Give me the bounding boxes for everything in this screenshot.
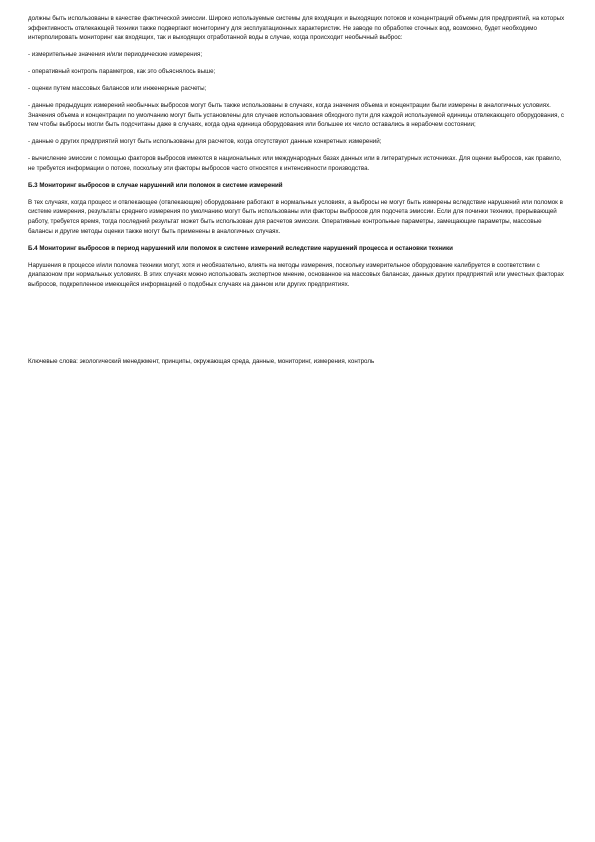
list-item-mass-balance: - оценки путем массовых балансов или инженерные расчеты; xyxy=(28,85,207,93)
list-item-emission-factors: - вычисление эмиссии с помощью факторов выбросов имеются в национальных или международных базах данных или в литературных источниках. Для оценки выбросов, как правило, не требуется информации о потоке, поскольку эти факторы выбросов часто относятся к интенсивности производства. xyxy=(28,155,562,172)
keywords-line: Ключевые слова: экологический менеджмент, принципы, окружающая среда, данные, мониторинг, измерения, контроль xyxy=(28,357,375,365)
section-b4-body: Нарушения в процессе и/или поломка техники могут, хотя и необязательно, влиять на методы измерения, поскольку измерительное оборудование калибруется в соответствии с диапазоном при нормальных условиях. В этих случаях можно использовать экспертное мнение, основанное на массовых балансах, данных других предприятий или уместных факторах выбросов, подкрепленное имеющейся информацией о подобных случаях на данном или других предприятиях. xyxy=(28,261,564,288)
list-item-other-enterprises: - данные о других предприятий могут быть использованы для расчетов, когда отсутствуют данные конкретных измерений; xyxy=(28,138,382,146)
list-item-measurements: - измерительные значения и/или периодические измерения; xyxy=(28,51,203,59)
section-b3-heading: Б.3 Мониторинг выбросов в случае нарушений или поломок в системе измерений xyxy=(28,181,283,189)
section-b3-body: В тех случаях, когда процесс и отвлекающее (отвлекающие) оборудование работают в нормальных условиях, а выбросы не могут быть измерены вследствие нарушений или поломок в системе измерения, результаты среднего измерения по умолчанию могут быть использованы или факторы выбросов для подсчета эмиссии. Если для починки техники, прерывающей работу, требуется время, тогда последний результат может быть использован для расчетов эмиссии. Оперативные контрольные параметры, замещающие параметры, массовые балансы и другие методы оценки также могут быть применены в аналогичных случаях. xyxy=(28,198,563,235)
document-page xyxy=(28,14,568,374)
list-item-operational-control: - оперативный контроль параметров, как это объяснялось выше; xyxy=(28,68,216,76)
blank-gap xyxy=(28,297,568,357)
intro-paragraph: должны быть использованы в качестве фактической эмиссии. Широко используемые системы для входящих и выходящих потоков и концентраций объемы для предприятий, на которых эффективность отвлекающей техники также подвергают мониторингу для эксплуатационных характеристик. Не заводе по обработке сточных вод, возможно, будет необходимо интерполировать мониторинг как входящих, так и выходящих отработанной воды в случае, когда происходит необычный выброс: xyxy=(28,15,565,42)
section-b4-heading: Б.4 Мониторинг выбросов в период нарушений или поломок в системе измерений вследствие нарушений процесса и остановки техники xyxy=(28,244,453,252)
list-item-previous-measurements: - данные предыдущих измерений необычных выбросов могут быть также использованы в случаях, когда значения объема и концентрации были измерены в аналогичных условиях. Значения объема и концентрации по умолчанию могут быть установлены для случаев использования обходного пути для каждой используемой единицы отвлекающего оборудования, с тем чтобы выбросы могли быть подсчитаны даже в случаях, когда одна единица оборудования или большее их число оставались в нерабочем состоянии; xyxy=(28,102,564,129)
